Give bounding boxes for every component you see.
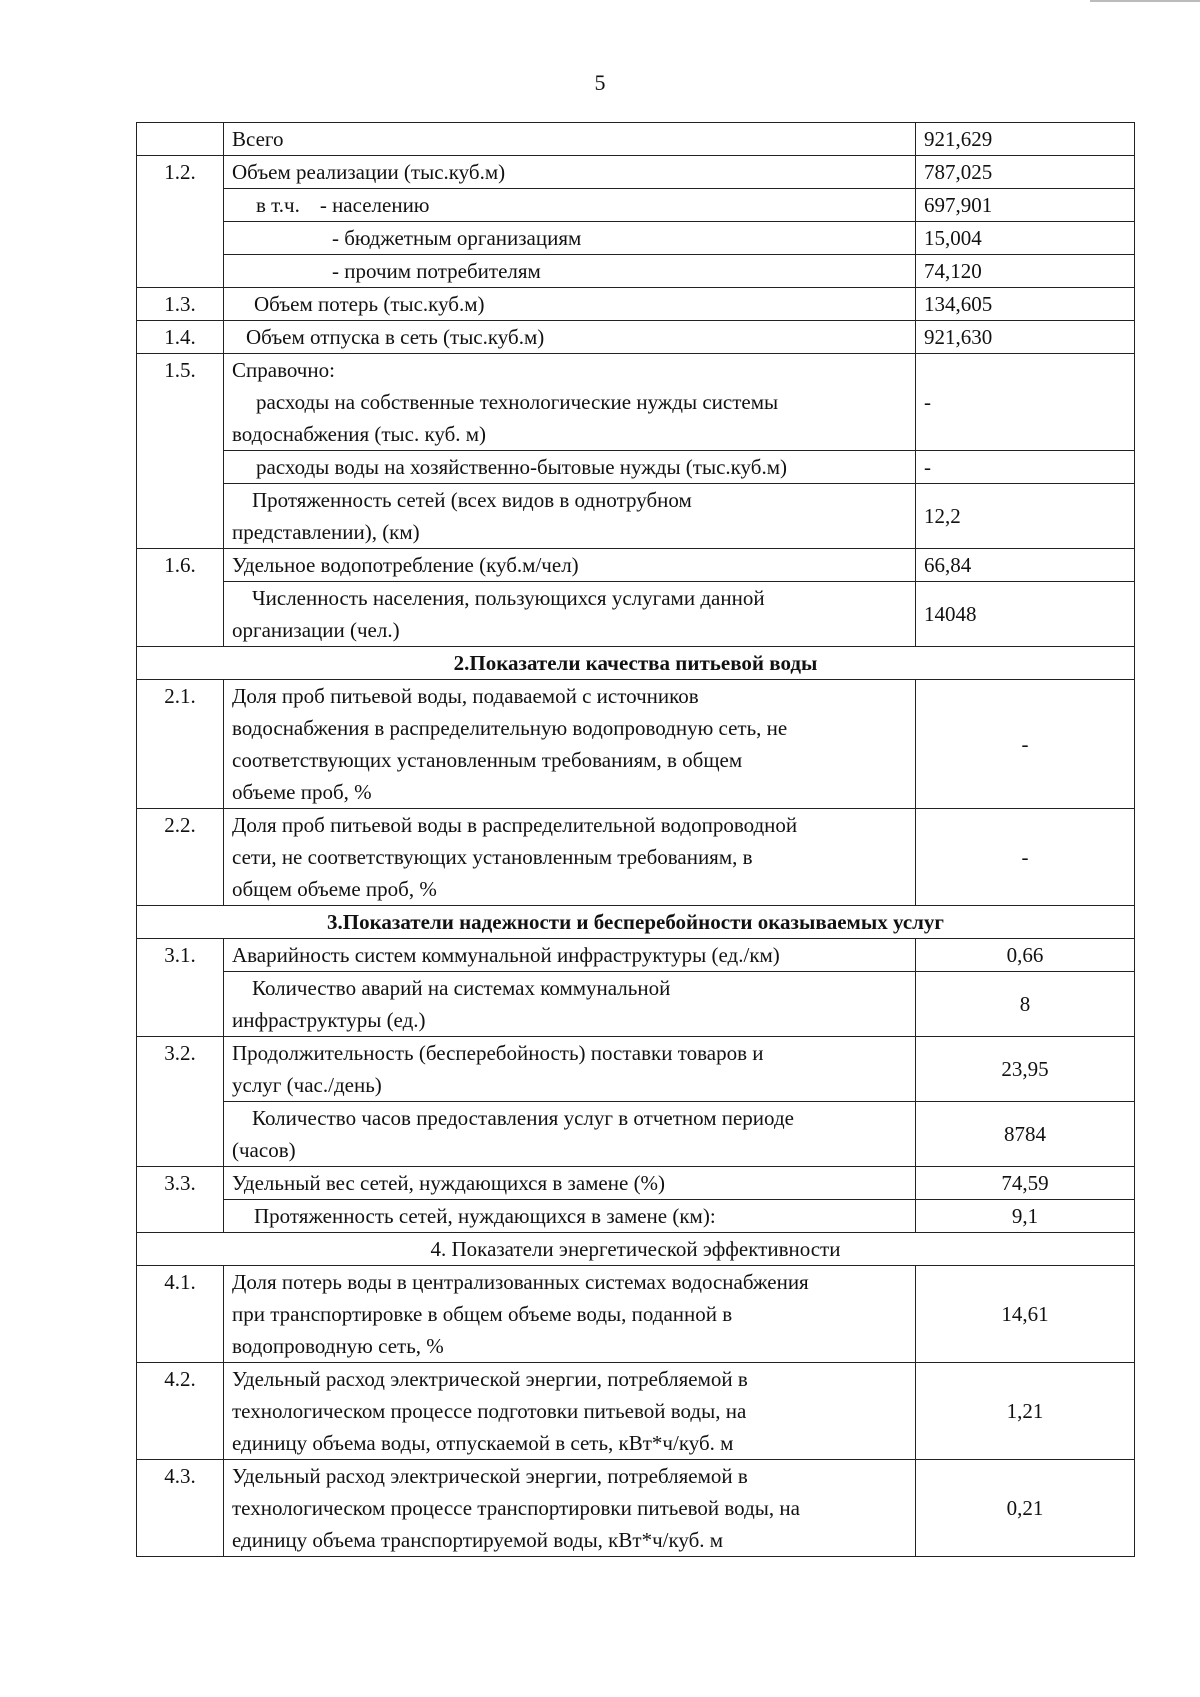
row-label-line: Удельный расход электрической энергии, потребляемой в xyxy=(232,1464,748,1488)
row-label xyxy=(224,1363,916,1460)
table-row xyxy=(137,451,1135,484)
table-row xyxy=(137,484,1135,549)
row-value: 14048 xyxy=(916,582,1135,647)
row-label-line: организации (чел.) xyxy=(232,618,400,642)
section-title: 3.Показатели надежности и бесперебойности оказываемых услуг xyxy=(137,906,1135,939)
row-value: 8 xyxy=(916,972,1135,1037)
row-label: Удельное водопотребление (куб.м/чел) xyxy=(224,549,916,582)
row-number: 3.2. xyxy=(137,1037,224,1167)
row-label xyxy=(224,255,916,288)
row-value: - xyxy=(916,680,1135,809)
section-title: 2.Показатели качества питьевой воды xyxy=(137,647,1135,680)
table-row xyxy=(137,288,1135,321)
row-label-line: Доля проб питьевой воды, подаваемой с источников xyxy=(232,684,699,708)
row-prefix: в т.ч. xyxy=(256,193,300,217)
section-title: 4. Показатели энергетической эффективности xyxy=(137,1233,1135,1266)
row-label-line: технологическом процессе транспортировки питьевой воды, на xyxy=(232,1496,800,1520)
section-row xyxy=(137,647,1135,680)
row-value: 921,629 xyxy=(916,123,1135,156)
scan-edge-mark xyxy=(1090,0,1200,2)
row-number: 1.6. xyxy=(137,549,224,647)
row-label-text: Объем потерь (тыс.куб.м) xyxy=(254,292,485,316)
row-label xyxy=(224,354,916,451)
row-number: 1.4. xyxy=(137,321,224,354)
table-row xyxy=(137,1200,1135,1233)
table-row xyxy=(137,321,1135,354)
row-label-line: услуг (час./день) xyxy=(232,1073,382,1097)
row-number: 1.2. xyxy=(137,156,224,288)
table-row xyxy=(137,549,1135,582)
table-row xyxy=(137,582,1135,647)
row-label-line: представлении), (км) xyxy=(232,520,420,544)
row-number: 4.3. xyxy=(137,1460,224,1557)
row-number: 4.1. xyxy=(137,1266,224,1363)
row-label xyxy=(224,451,916,484)
table-row xyxy=(137,354,1135,451)
row-label-line: технологическом процессе подготовки питьевой воды, на xyxy=(232,1399,747,1423)
table-row xyxy=(137,1363,1135,1460)
row-heading: Справочно: xyxy=(232,358,335,382)
row-label-line: объеме проб, % xyxy=(232,780,372,804)
row-label-line: Протяженность сетей (всех видов в однотрубном xyxy=(252,488,692,512)
row-label xyxy=(224,972,916,1037)
table-row xyxy=(137,1167,1135,1200)
row-label-text: расходы воды на хозяйственно-бытовые нужды (тыс.куб.м) xyxy=(256,455,787,479)
row-value: 9,1 xyxy=(916,1200,1135,1233)
section-row xyxy=(137,1233,1135,1266)
row-number: 4.2. xyxy=(137,1363,224,1460)
table-row xyxy=(137,1102,1135,1167)
row-number: 3.1. xyxy=(137,939,224,1037)
row-number: 1.3. xyxy=(137,288,224,321)
row-value: 1,21 xyxy=(916,1363,1135,1460)
row-value: 787,025 xyxy=(916,156,1135,189)
row-label: Аварийность систем коммунальной инфраструктуры (ед./км) xyxy=(224,939,916,972)
row-value: 921,630 xyxy=(916,321,1135,354)
row-value: 0,21 xyxy=(916,1460,1135,1557)
row-label-text: - населению xyxy=(319,193,430,217)
row-value: - xyxy=(916,451,1135,484)
row-label-line: единицу объема транспортируемой воды, кВт*ч/куб. м xyxy=(232,1528,724,1552)
row-label-line: сети, не соответствующих установленным требованиям, в xyxy=(232,845,753,869)
row-value: 0,66 xyxy=(916,939,1135,972)
row-label-line: Доля потерь воды в централизованных системах водоснабжения xyxy=(232,1270,809,1294)
row-label-line: Продолжительность (бесперебойность) поставки товаров и xyxy=(232,1041,764,1065)
row-value: 23,95 xyxy=(916,1037,1135,1102)
table-row xyxy=(137,1460,1135,1557)
row-number: 1.5. xyxy=(137,354,224,549)
row-label xyxy=(224,1200,916,1233)
row-label-line: при транспортировке в общем объеме воды, поданной в xyxy=(232,1302,733,1326)
row-label xyxy=(224,582,916,647)
row-label xyxy=(224,189,916,222)
row-label-text: Объем отпуска в сеть (тыс.куб.м) xyxy=(246,325,545,349)
row-label-line: Количество аварий на системах коммунальной xyxy=(252,976,671,1000)
row-label-line: водоснабжения (тыс. куб. м) xyxy=(232,422,487,446)
row-value: 74,120 xyxy=(916,255,1135,288)
row-value: 15,004 xyxy=(916,222,1135,255)
table-row xyxy=(137,1266,1135,1363)
indicators-table xyxy=(136,122,1135,1557)
row-label-text: - прочим потребителям xyxy=(332,259,541,283)
row-value: 66,84 xyxy=(916,549,1135,582)
row-label-line: водоснабжения в распределительную водопроводную сеть, не xyxy=(232,716,788,740)
row-label xyxy=(224,1266,916,1363)
row-label xyxy=(224,680,916,809)
row-label-line: расходы на собственные технологические нужды системы xyxy=(256,390,779,414)
row-label-line: Количество часов предоставления услуг в отчетном периоде xyxy=(252,1106,794,1130)
row-label-text: Всего xyxy=(232,127,284,151)
table-row xyxy=(137,255,1135,288)
row-label xyxy=(224,321,916,354)
table-row xyxy=(137,222,1135,255)
row-value: - xyxy=(916,354,1135,451)
table-row xyxy=(137,680,1135,809)
row-label-line: Удельный расход электрической энергии, потребляемой в xyxy=(232,1367,748,1391)
row-label-text: Протяженность сетей, нуждающихся в замене (км): xyxy=(254,1204,716,1228)
row-value: 74,59 xyxy=(916,1167,1135,1200)
row-label: Объем реализации (тыс.куб.м) xyxy=(224,156,916,189)
row-label xyxy=(224,222,916,255)
table-row xyxy=(137,189,1135,222)
row-label xyxy=(224,809,916,906)
row-value: - xyxy=(916,809,1135,906)
row-label-text: - бюджетным организациям xyxy=(332,226,582,250)
row-label-line: соответствующих установленным требованиям, в общем xyxy=(232,748,743,772)
row-value: 134,605 xyxy=(916,288,1135,321)
row-label: Удельный вес сетей, нуждающихся в замене (%) xyxy=(224,1167,916,1200)
table-row xyxy=(137,939,1135,972)
table-row xyxy=(137,156,1135,189)
row-label xyxy=(224,123,916,156)
table-row xyxy=(137,1037,1135,1102)
section-row xyxy=(137,906,1135,939)
row-label-line: Численность населения, пользующихся услугами данной xyxy=(252,586,765,610)
row-label-line: водопроводную сеть, % xyxy=(232,1334,444,1358)
row-label-line: общем объеме проб, % xyxy=(232,877,437,901)
table-row xyxy=(137,123,1135,156)
row-label-line: (часов) xyxy=(232,1138,296,1162)
row-value: 8784 xyxy=(916,1102,1135,1167)
row-label xyxy=(224,484,916,549)
row-label-line: Доля проб питьевой воды в распределительной водопроводной xyxy=(232,813,798,837)
row-number: 2.1. xyxy=(137,680,224,809)
row-value: 697,901 xyxy=(916,189,1135,222)
table-row xyxy=(137,972,1135,1037)
row-value: 14,61 xyxy=(916,1266,1135,1363)
row-number: 2.2. xyxy=(137,809,224,906)
row-label xyxy=(224,288,916,321)
row-label xyxy=(224,1037,916,1102)
row-number xyxy=(137,123,224,156)
row-number: 3.3. xyxy=(137,1167,224,1233)
row-value: 12,2 xyxy=(916,484,1135,549)
row-label-line: единицу объема воды, отпускаемой в сеть, кВт*ч/куб. м xyxy=(232,1431,734,1455)
table-row xyxy=(137,809,1135,906)
row-label xyxy=(224,1460,916,1557)
row-label xyxy=(224,1102,916,1167)
row-label-line: инфраструктуры (ед.) xyxy=(232,1008,426,1032)
page-number: 5 xyxy=(594,70,606,95)
